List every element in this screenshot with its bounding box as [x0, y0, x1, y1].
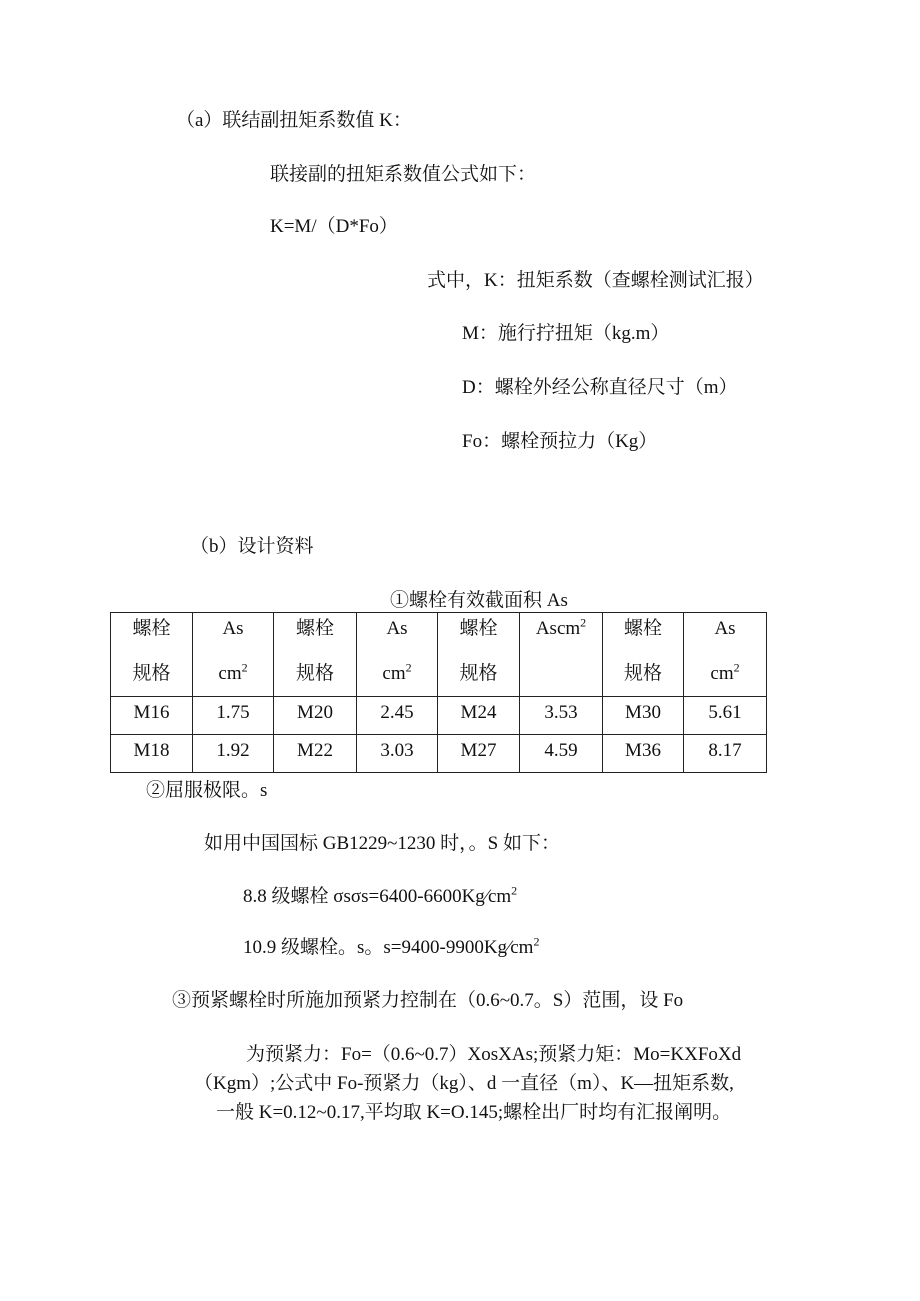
table-cell: 4.59: [520, 735, 603, 773]
yield-limit-intro: 如用中国国标 GB1229~1230 时，。S 如下：: [204, 833, 560, 854]
definition-d: D：螺栓外经公称直径尺寸（m）: [462, 377, 738, 398]
table-cell: 1.75: [193, 697, 274, 735]
preload-paragraph-line-2: 为预紧力：Fo=（0.6~0.7）XosXAs;预紧力矩：Mo=KXFoXd: [246, 1044, 742, 1065]
table-cell: M36: [603, 735, 684, 773]
section-b-heading: （b）设计资料: [190, 536, 314, 557]
section-a-heading: （a）联结副扭矩系数值 K：: [176, 110, 412, 131]
table-cell: 3.53: [520, 697, 603, 735]
table-cell: 2.45: [357, 697, 438, 735]
header-cell-spec: 螺栓 规格: [111, 613, 193, 697]
grade-10-9-line: 10.9 级螺栓。s。$s=9400-9900Kg∕cm^2$: [243, 934, 540, 958]
table-cell: M20: [274, 697, 357, 735]
table-title: ①螺栓有效截面积 As: [390, 590, 568, 611]
table-cell: M24: [438, 697, 520, 735]
definition-m: M：施行拧扭矩（kg.m）: [462, 323, 670, 344]
header-cell-as: As $cm^2$: [357, 613, 438, 697]
header-cell-spec: 螺栓 规格: [603, 613, 684, 697]
preload-paragraph-line-4: 一般 K=0.12~0.17,平均取 K=O.145;螺栓出厂时均有汇报阐明。: [216, 1102, 732, 1123]
formula-intro: 联接副的扭矩系数值公式如下：: [270, 164, 537, 185]
table-cell: 8.17: [684, 735, 767, 773]
table-row: [111, 735, 767, 773]
table-cell: 3.03: [357, 735, 438, 773]
table-cell: M16: [111, 697, 193, 735]
table-cell: M18: [111, 735, 193, 773]
table-cell: M30: [603, 697, 684, 735]
preload-paragraph-line-3: （Kgm）;公式中 Fo-预紧力（kg）、d 一直径（m）、K—扭矩系数,: [194, 1073, 734, 1094]
table-header-row: [111, 613, 767, 697]
table-cell: M22: [274, 735, 357, 773]
definition-k: 式中，K：扭矩系数（查螺栓测试汇报）: [427, 270, 764, 291]
header-cell-as: As $cm^2$: [684, 613, 767, 697]
table-cell: M27: [438, 735, 520, 773]
table-row: [111, 697, 767, 735]
header-cell-as-combined: Ascm$^2$: [520, 613, 603, 697]
yield-limit-heading: ②屈服极限。s: [146, 780, 268, 801]
table-cell: 5.61: [684, 697, 767, 735]
header-cell-spec: 螺栓 规格: [274, 613, 357, 697]
header-cell-as: As $cm^2$: [193, 613, 274, 697]
bolt-area-table: [110, 612, 767, 773]
preload-paragraph-line-1: ③预紧螺栓时所施加预紧力控制在（0.6~0.7。S）范围，设 Fo: [172, 990, 684, 1011]
table-cell: 1.92: [193, 735, 274, 773]
header-cell-spec: 螺栓 规格: [438, 613, 520, 697]
grade-8-8-line: 8.8 级螺栓 $\sigma s\sigma s=6400-6600Kg∕cm^2$: [243, 883, 518, 907]
definition-fo: Fo：螺栓预拉力（Kg）: [462, 431, 658, 452]
torque-formula: K=M/（D*Fo）: [270, 216, 398, 237]
